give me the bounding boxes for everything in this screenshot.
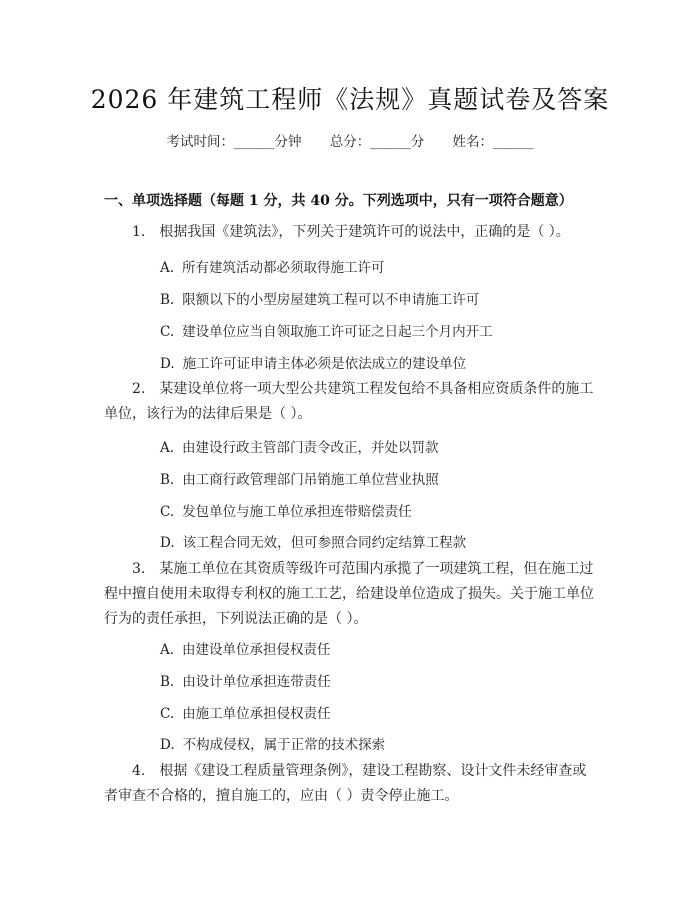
question-1-option-b — [160, 288, 479, 308]
question-4: 4. 根据《建设工程质量管理条例》，建设工程勘察、设计文件未经审查或者审查不合格的，擅自施工的，应由（ ）责令停止施工。 — [104, 763, 587, 804]
question-1-option-c — [160, 320, 493, 340]
option-letter: D. — [160, 356, 175, 372]
page-title: 2026 年建筑工程师《法规》真题试卷及答案 — [90, 85, 610, 114]
question-3: 3. 某施工单位在其资质等级许可范围内承揽了一项建筑工程，但在施工过程中擅自使用未取得专利权的施工工艺，给建设单位造成了损失。关于施工单位行为的责任承担，下列说法正确的是（ ）。 — [104, 561, 594, 627]
option-text: 由建设单位承担侵权责任 — [182, 642, 331, 658]
option-letter: C. — [160, 324, 175, 340]
question-2-option-a — [160, 436, 439, 456]
option-text: 发包单位与施工单位承担连带赔偿责任 — [182, 504, 412, 520]
option-letter: D. — [160, 737, 175, 753]
option-letter: B. — [160, 674, 175, 690]
option-text: 施工许可证申请主体必须是依法成立的建设单位 — [182, 356, 467, 372]
question-3-option-a — [160, 638, 331, 658]
exam-name-field: 姓名：______ — [452, 134, 534, 150]
question-3-option-b — [160, 670, 331, 690]
section-heading: 一、单项选择题（每题 1 分，共 40 分。下列选项中，只有一项符合题意） — [104, 193, 573, 209]
option-text: 不构成侵权，属于正常的技术探索 — [182, 737, 386, 753]
option-letter: D. — [160, 535, 175, 551]
option-text: 由建设行政主管部门责令改正，并处以罚款 — [182, 440, 439, 456]
question-3-option-d — [160, 733, 385, 753]
exam-score-field: 总分：______分 — [329, 134, 425, 150]
question-1: 1. 根据我国《建筑法》，下列关于建筑许可的说法中，正确的是（ ）。 — [132, 224, 570, 240]
option-text: 所有建筑活动都必须取得施工许可 — [182, 260, 385, 276]
exam-time-field: 考试时间：______分钟 — [166, 134, 302, 150]
option-letter: C. — [160, 706, 175, 722]
option-text: 该工程合同无效，但可参照合同约定结算工程款 — [182, 535, 467, 551]
question-2-option-d — [160, 531, 466, 551]
option-letter: B. — [160, 292, 175, 308]
option-letter: A. — [160, 440, 175, 456]
question-1-option-a — [160, 256, 385, 276]
option-text: 由工商行政管理部门吊销施工单位营业执照 — [182, 472, 439, 488]
option-text: 限额以下的小型房屋建筑工程可以不申请施工许可 — [182, 292, 480, 308]
question-2: 2. 某建设单位将一项大型公共建筑工程发包给不具备相应资质条件的施工单位，该行为的法律后果是（ ）。 — [104, 381, 594, 422]
option-letter: B. — [160, 472, 175, 488]
option-letter: A. — [160, 260, 175, 276]
option-text: 由施工单位承担侵权责任 — [182, 706, 331, 722]
exam-info-line — [0, 130, 700, 150]
question-2-option-c — [160, 500, 412, 520]
option-text: 建设单位应当自领取施工许可证之日起三个月内开工 — [182, 324, 493, 340]
option-text: 由设计单位承担连带责任 — [182, 674, 331, 690]
option-letter: C. — [160, 504, 175, 520]
question-2-option-b — [160, 468, 439, 488]
question-1-option-d — [160, 352, 466, 372]
option-letter: A. — [160, 642, 175, 658]
question-3-option-c — [160, 702, 331, 722]
